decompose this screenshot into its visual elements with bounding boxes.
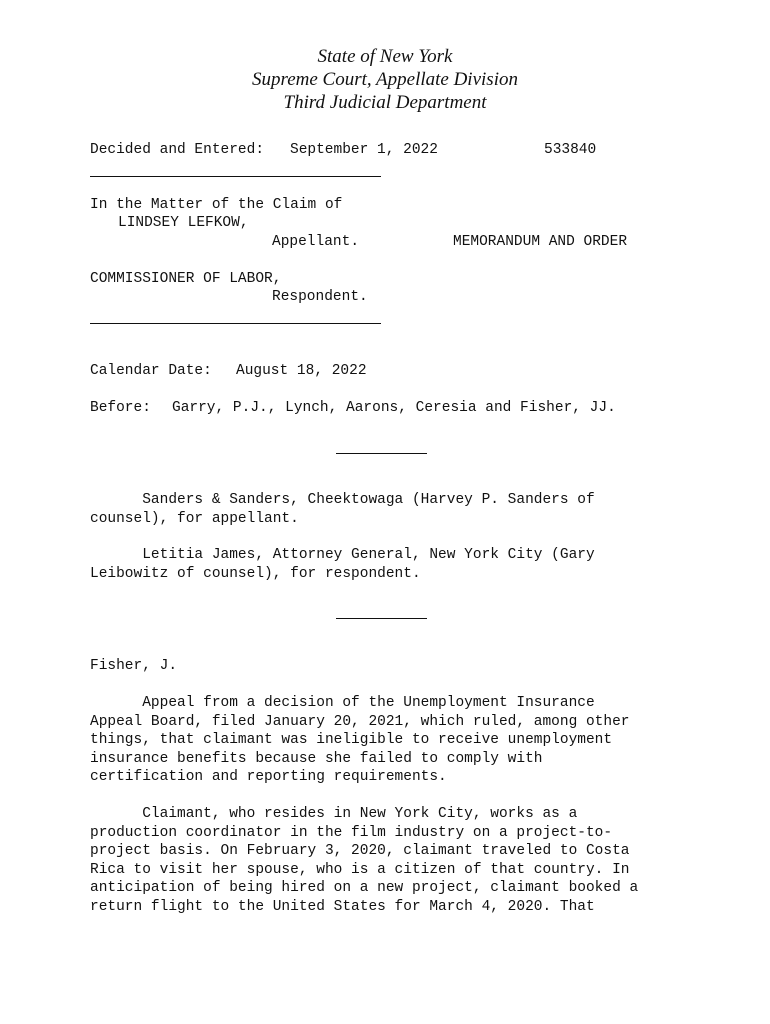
- before-label: Before:: [90, 400, 151, 416]
- respondent-name: COMMISSIONER OF LABOR,: [90, 271, 282, 287]
- text-line: Appeal from a decision of the Unemployment Insurance: [90, 695, 595, 711]
- text-line: return flight to the United States for March 4, 2020. That: [90, 898, 595, 915]
- order-type: MEMORANDUM AND ORDER: [453, 234, 628, 250]
- court-department: Third Judicial Department: [283, 92, 487, 113]
- text-line: Appeal Board, filed January 20, 2021, which ruled, among other: [90, 713, 630, 730]
- decided-label: Decided and Entered:: [90, 142, 265, 158]
- appellant-role: Appellant.: [272, 234, 360, 250]
- text-line: counsel), for appellant.: [90, 510, 299, 527]
- text-line: insurance benefits because she failed to comply with: [90, 750, 543, 767]
- section-divider-2: [336, 618, 427, 619]
- respondent-role: Respondent.: [272, 289, 368, 305]
- section-divider-1: [336, 453, 427, 454]
- text-line: Claimant, who resides in New York City, works as a: [90, 806, 578, 822]
- text-line: anticipation of being hired on a new project, claimant booked a: [90, 880, 639, 896]
- counsel-respondent: [90, 546, 690, 583]
- caption-top-rule: [90, 176, 381, 177]
- text-line: Leibowitz of counsel), for respondent.: [90, 565, 421, 582]
- caption-bottom-rule: [90, 323, 381, 324]
- docket-number: 533840: [544, 142, 597, 158]
- calendar-label: Calendar Date:: [90, 363, 212, 379]
- text-line: Rica to visit her spouse, who is a citizen of that country. In: [90, 861, 630, 878]
- matter-line: In the Matter of the Claim of: [90, 197, 343, 213]
- before-judges: Garry, P.J., Lynch, Aarons, Ceresia and Fisher, JJ.: [172, 400, 616, 416]
- text-line: project basis. On February 3, 2020, claimant traveled to Costa: [90, 843, 630, 859]
- text-line: production coordinator in the film industry on a project-to-: [90, 824, 613, 841]
- claimant-name: LINDSEY LEFKOW,: [118, 215, 249, 231]
- decided-date: September 1, 2022: [290, 142, 438, 158]
- text-line: Sanders & Sanders, Cheektowaga (Harvey P. Sanders of: [90, 492, 595, 508]
- text-line: things, that claimant was ineligible to receive unemployment: [90, 732, 613, 748]
- calendar-date: August 18, 2022: [236, 363, 367, 379]
- body-paragraph-1: [90, 694, 690, 787]
- counsel-appellant: [90, 491, 690, 528]
- court-state: State of New York: [317, 46, 453, 67]
- opinion-author: Fisher, J.: [90, 658, 178, 674]
- court-division: Supreme Court, Appellate Division: [252, 69, 518, 90]
- court-header: [0, 45, 770, 114]
- text-line: Letitia James, Attorney General, New York City (Gary: [90, 547, 595, 563]
- body-paragraph-2: [90, 805, 690, 916]
- text-line: certification and reporting requirements.: [90, 769, 447, 785]
